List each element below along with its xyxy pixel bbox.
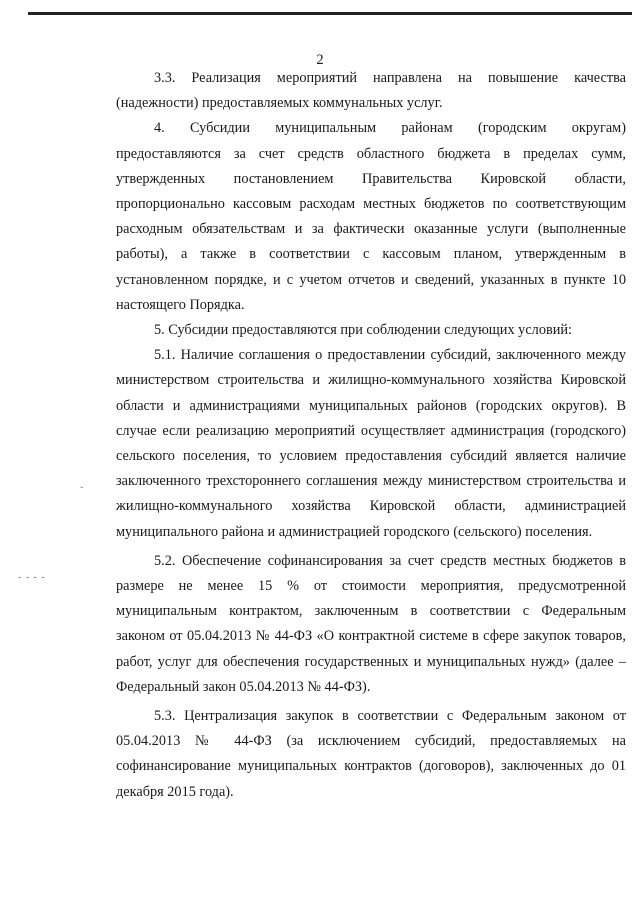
top-border-line [28,12,632,15]
paragraph-4: 4. Субсидии муниципальным районам (городским округам) предоставляются за счет средств областного бюджета в пределах сумм, утвержденных постановлением Правительства Кировской области, пропорционально кассовым расходам местных бюджетов по соответствующим расходным обязательствам и за фактически оказанные услуги (выполненные работы), а также в соответствии с кассовым планом, утвержденным в установленном порядке, и с учетом отчетов и сведений, указанных в пункте 10 настоящего Порядка. [116,120,626,313]
paragraph-3-3: 3.3. Реализация мероприятий направлена на повышение качества (надежности) предоставляемых коммунальных услуг. [116,70,626,112]
paragraph-5-2: 5.2. Обеспечение софинансирования за счет средств местных бюджетов в размере не менее 15 % от стоимости мероприятия, предусмотренной муниципальным контрактом, заключенным в соответствии с Федеральным законом от 05.04.2013 № 44-ФЗ «О контрактной системе в сфере закупок товаров, работ, услуг для обеспечения государственных и муниципальных нужд» (далее – Федеральный закон 05.04.2013 № 44-ФЗ). [116,552,626,695]
paragraph-5-1: 5.1. Наличие соглашения о предоставлении субсидий, заключенного между министерством строительства и жилищно-коммунального хозяйства Кировской области и администрациями муниципальных районов (городских округов). В случае если реализацию мероприятий осуществляет администрация (городского) сельского поселения, то условием предоставления субсидий является наличие заключенного трехстороннего соглашения между министерством строительства и жилищно-коммунального хозяйства Кировской области, администрацией муниципального района и администрацией городского (сельского) поселения. [116,347,626,540]
paragraph-5: 5. Субсидии предоставляются при соблюдении следующих условий: [154,322,572,339]
document-body [116,66,626,805]
scan-artifact-mark: ˇ [80,486,84,497]
page-number: 2 [316,52,324,68]
paragraph-5-3: 5.3. Централизация закупок в соответствии с Федеральным законом от 05.04.2013 № 44-ФЗ (за исключением субсидий, предоставляемых на софинансирование муниципальных контрактов (договоров), заключенных до 01 декабря 2015 года). [116,708,626,800]
scan-artifact-mark: ‐ ‐ ‐ ‐ [18,572,46,583]
